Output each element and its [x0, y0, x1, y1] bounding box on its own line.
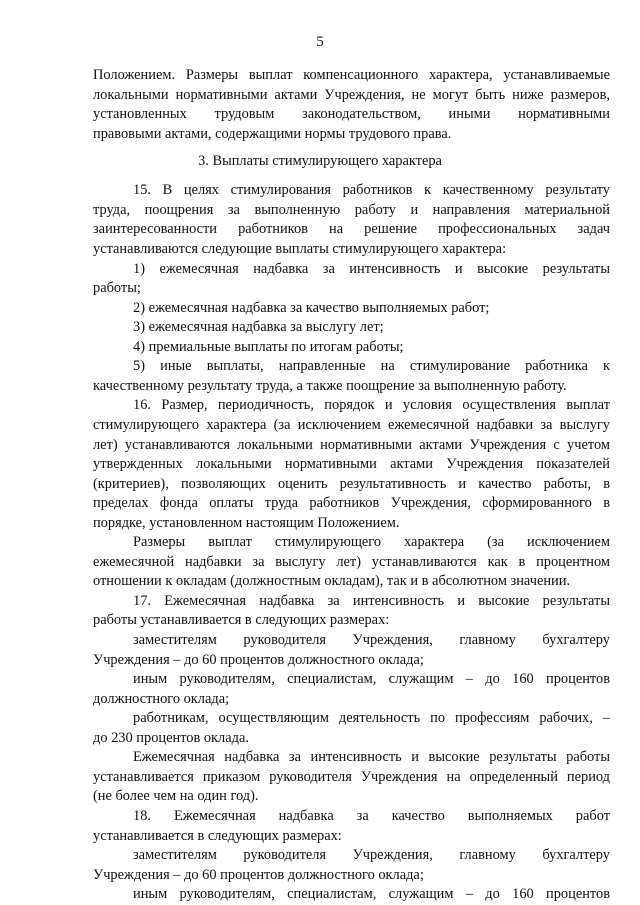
text-line: качественному результату труда, а также поощрение за выполненную работу. [93, 377, 567, 394]
text-line: работникам, осуществляющим деятельность по профессиям рабочих, – [133, 710, 610, 727]
text-line: правовыми актами, содержащими нормы трудового права. [93, 125, 452, 142]
text-line: устанавливается в следующих размерах: [93, 827, 342, 844]
text-line: Учреждения – до 60 процентов должностного оклада; [93, 866, 424, 883]
text-line: заместителям руководителя Учреждения, главному бухгалтеру [133, 847, 610, 863]
text-line: устанавливаются следующие выплаты стимулирующего характера: [93, 241, 507, 257]
text-line: (не более чем на один год). [93, 788, 259, 805]
text-line: 3) ежемесячная надбавка за выслугу лет; [133, 319, 384, 336]
text-line: заместителям руководителя Учреждения, главному бухгалтеру [133, 632, 610, 648]
text-line: (критериев), позволяющих оценить результативность и качество работы, в [93, 475, 610, 492]
text-line: лет) устанавливаются локальными нормативными актами Учреждения с учетом [93, 436, 610, 453]
text-line: работы устанавливается в следующих размерах: [93, 612, 390, 629]
text-line: отношении к окладам (должностным окладам), так и в абсолютном значении. [93, 573, 571, 590]
text-line: Положением. Размеры выплат компенсационного характера, устанавливаемые [93, 67, 610, 83]
text-line: Размеры выплат стимулирующего характера (за исключением [133, 534, 610, 551]
text-line: устанавливается приказом руководителя Учреждения на определенный период [93, 768, 610, 785]
page-number: 5 [316, 34, 324, 50]
text-line: Учреждения – до 60 процентов должностного оклада; [93, 651, 424, 668]
text-line: работы; [93, 280, 141, 297]
text-line: 4) премиальные выплаты по итогам работы; [133, 338, 404, 355]
text-line: заинтересованности работников на решение профессиональных задач [93, 221, 610, 238]
text-line: 17. Ежемесячная надбавка за интенсивность и высокие результаты [133, 592, 610, 609]
text-line: 16. Размер, периодичность, порядок и условия осуществления выплат [133, 397, 610, 414]
text-line: порядке, установленном настоящим Положением. [93, 514, 400, 531]
text-line: Ежемесячная надбавка за интенсивность и высокие результаты работы [133, 749, 610, 766]
text-line: труда, поощрения за выполненную работу и направления материальной [93, 201, 610, 218]
text-line: установленных трудовым законодательством, иными нормативными [93, 106, 610, 123]
text-line: 15. В целях стимулирования работников к качественному результату [133, 182, 610, 199]
text-line: должностного оклада; [93, 690, 230, 707]
text-line: пределах фонда оплаты труда работников Учреждения, сформированного в [93, 495, 610, 512]
text-line: 2) ежемесячная надбавка за качество выполняемых работ; [133, 299, 490, 316]
text-line: 5) иные выплаты, направленные на стимулирование работника к [133, 358, 610, 375]
text-line: иным руководителям, специалистам, служащим – до 160 процентов [133, 886, 610, 903]
text-line: стимулирующего характера (за исключением ежемесячной надбавки за выслугу [93, 416, 610, 433]
text-line: локальными нормативными актами Учреждения, не могут быть ниже размеров, [93, 86, 610, 103]
text-line: 1) ежемесячная надбавка за интенсивность и высокие результаты [133, 260, 610, 277]
text-line: до 230 процентов оклада. [93, 729, 249, 746]
text-line: иным руководителям, специалистам, служащим – до 160 процентов [133, 671, 610, 688]
text-line: утвержденных локальными нормативными актами Учреждения показателей [93, 456, 610, 472]
text-line: 18. Ежемесячная надбавка за качество выполняемых работ [133, 807, 610, 824]
section-heading: 3. Выплаты стимулирующего характера [198, 153, 442, 170]
text-line: ежемесячной надбавки за выслугу лет) устанавливаются как в процентном [93, 553, 610, 570]
